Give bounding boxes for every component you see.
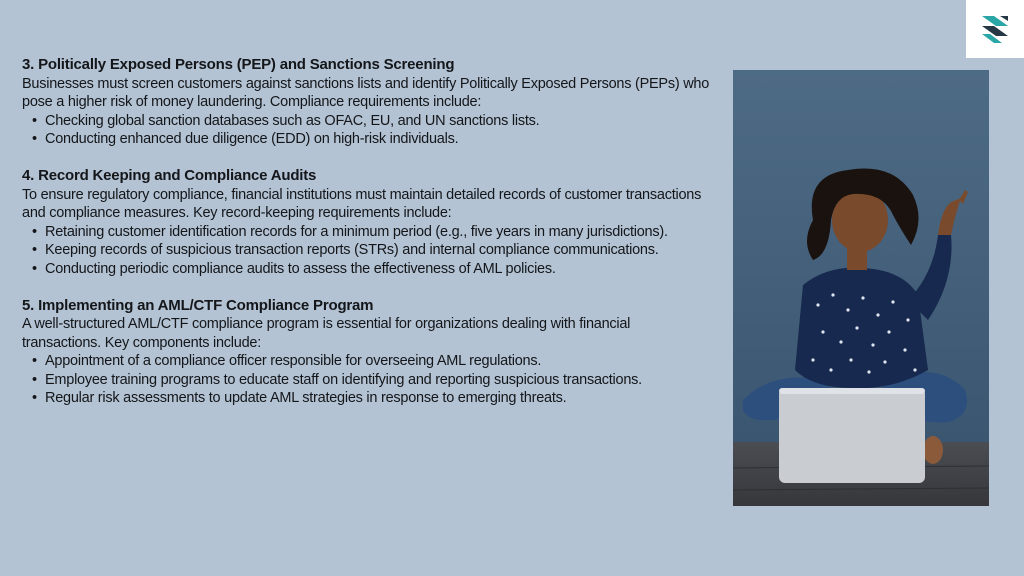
section-intro: Businesses must screen customers against sanctions lists and identify Politically Exposed Persons (PEPs) who pose a higher risk of money laundering. Compliance requirements include: [22,75,710,110]
bullet-list [22,352,710,408]
section-compliance-program [22,297,710,408]
bullet-list [22,112,710,149]
section-intro: A well-structured AML/CTF compliance program is essential for organizations dealing with financial transactions. Key components include: [22,316,631,351]
list-item: • Employee training programs to educate staff on identifying and reporting suspicious transactions. [22,371,710,390]
section-heading: 5. Implementing an AML/CTF Compliance Program [22,296,374,314]
section-heading: 4. Record Keeping and Compliance Audits [22,167,317,184]
list-item: • Keeping records of suspicious transaction reports (STRs) and internal compliance communications. [22,241,710,260]
section-intro: To ensure regulatory compliance, financial institutions must maintain detailed records of customer transactions and compliance measures. Key record-keeping requirements include: [22,186,702,221]
content-area [22,56,710,426]
section-heading: 3. Politically Exposed Persons (PEP) and Sanctions Screening [22,56,455,73]
bullet-list [22,223,710,279]
list-item: • Retaining customer identification records for a minimum period (e.g., five years in many jurisdictions). [22,223,710,242]
list-item: • Appointment of a compliance officer responsible for overseeing AML regulations. [22,352,710,371]
list-item: • Regular risk assessments to update AML strategies in response to emerging threats. [22,389,710,408]
section-record-keeping [22,167,710,278]
section-pep-sanctions [22,56,710,149]
woman-with-laptop-image [733,70,989,506]
brand-logo [966,0,1024,58]
list-item: • Conducting enhanced due diligence (EDD) on high-risk individuals. [22,130,710,149]
list-item: • Conducting periodic compliance audits to assess the effectiveness of AML policies. [22,260,710,279]
brand-logo-icon [978,12,1012,46]
list-item: • Checking global sanction databases such as OFAC, EU, and UN sanctions lists. [22,112,710,131]
